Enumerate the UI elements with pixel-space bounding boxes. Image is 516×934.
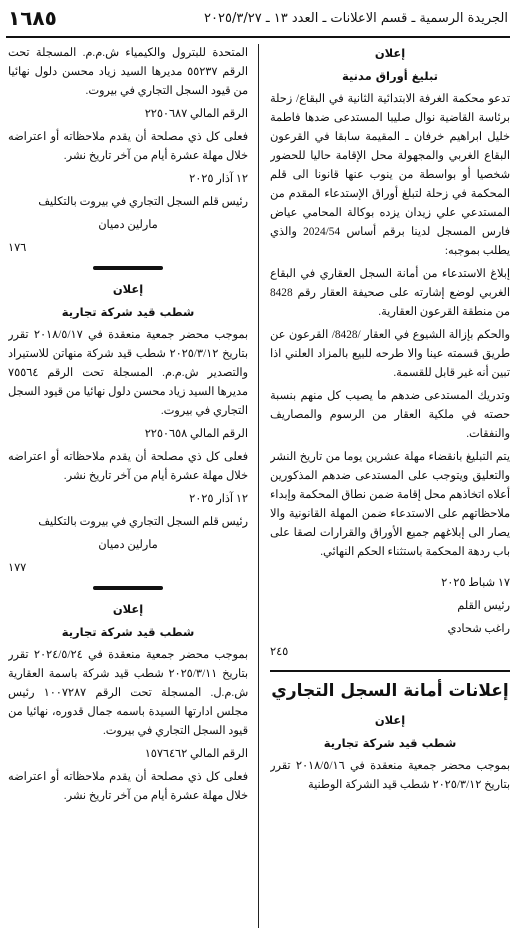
column-divider (258, 44, 259, 928)
section-title: إعلانات أمانة السجل التجاري (270, 670, 510, 701)
notice-subheading: شطب قيد شركة تجارية (323, 736, 457, 750)
right-column (270, 44, 510, 924)
notice-paragraph: فعلى كل ذي مصلحة أن يقدم ملاحظاته أو اعتراضه خلال مهلة عشرة أيام من آخر تاريخ نشر. (8, 451, 248, 482)
notice-paragraph: المتحدة للبترول والكيمياء ش.م.م. المسجلة تحت الرقم ٥٥٢٣٧ مديرها السيد زياد محسن دلول نهائيا من قيود السجل التجاري في بيروت. (8, 47, 248, 97)
notice-heading: إعلان (374, 713, 406, 727)
signature-title: رئيس قلم السجل التجاري في بيروت بالتكليف (38, 516, 248, 528)
signature-name: مارلين دميان (98, 219, 158, 231)
header-title: الجريدة الرسمية ـ قسم الاعلانات ـ العدد ١٣ ـ ٢٠٢٥/٣/٢٧ (204, 11, 508, 26)
notice-subheading: تبليغ أوراق مدنية (342, 69, 438, 83)
notice-subheading: شطب قيد شركة تجارية (61, 305, 195, 319)
notice-paragraph: فعلى كل ذي مصلحة أن يقدم ملاحظاته أو اعتراضه خلال مهلة عشرة أيام من آخر تاريخ نشر. (8, 131, 248, 162)
notice-date: ١٢ آذار ٢٠٢٥ (189, 173, 248, 185)
notice-heading: إعلان (112, 602, 144, 616)
notice-paragraph: فعلى كل ذي مصلحة أن يقدم ملاحظاته أو اعتراضه خلال مهلة عشرة أيام من آخر تاريخ نشر. (8, 771, 248, 802)
notice-paragraph: بموجب محضر جمعية منعقدة في ٢٠٢٤/٥/٢٤ تقرر بتاريخ ٢٠٢٥/٣/١١ شطب قيد شركة باسمة العقارية ش.م.ل. المسجلة تحت الرقم ١٠٠٧٢٨٧ رئيس مجلس ادارتها السيدة باسمه جمال قدوره، نهائيا من قيود السجل التجاري في بيروت. (8, 649, 248, 737)
signature-title: رئيس القلم (457, 600, 510, 612)
page-number: ١٦٨٥ (8, 6, 57, 30)
page-header (6, 6, 510, 38)
tax-number: الرقم المالي ١٥٧٦٤٦٢ (144, 748, 248, 760)
notice-paragraph: وتدريك المستدعى ضدهم ما يصيب كل منهم بنسبة حصته في ملكية العقار من الرسوم والمصاريف والنفقات. (270, 390, 510, 440)
notice-number: ٢٤٥ (270, 646, 289, 658)
notice-date: ١٧ شباط ٢٠٢٥ (441, 577, 510, 589)
separator (93, 266, 163, 270)
notice-paragraph: بموجب محضر جمعية منعقدة في ٢٠١٨/٥/١٦ تقرر بتاريخ ٢٠٢٥/٣/١٢ شطب قيد الشركة الوطنية (270, 760, 510, 791)
left-column (8, 44, 248, 924)
tax-number: الرقم المالي ٢٢٥٠٦٥٨ (144, 428, 248, 440)
notice-paragraph: بموجب محضر جمعية منعقدة في ٢٠١٨/٥/١٧ تقرر بتاريخ ٢٠٢٥/٣/١٢ شطب قيد شركة منهاتن للاستيراد والتصدير ش.م.م. المسجلة تحت الرقم ٧٥٥٦٤ مديرها السيد زياد محسن دلول نهائيا من قيود السجل التجاري في بيروت. (8, 329, 248, 417)
signature-title: رئيس قلم السجل التجاري في بيروت بالتكليف (38, 196, 248, 208)
notice-paragraph: إبلاغ الاستدعاء من أمانة السجل العقاري في البقاع الغربي لوضع إشارته على صحيفة العقار رقم 8428 من منطقة القرعون العقارية. (270, 268, 510, 318)
notice-subheading: شطب قيد شركة تجارية (61, 625, 195, 639)
notice-number: ١٧٦ (8, 242, 27, 254)
notice-number: ١٧٧ (8, 562, 27, 574)
separator (93, 586, 163, 590)
notice-heading: إعلان (112, 282, 144, 296)
notice-paragraph: يتم التبليغ بانقضاء مهلة عشرين يوما من تاريخ النشر والتعليق ويتوجب على المستدعى ضدهم المذكورين أعلاه اتخاذهم محل إقامة ضمن نطاق المحكمة وإبداء ملاحظاتهم على الاستدعاء ضمن المهلة القانونية والا يصار الى إبلاغهم جميع الأوراق والقرارات لصقا على باب ردهة المحكمة باستثناء الحكم النهائي. (270, 451, 510, 558)
signature-name: مارلين دميان (98, 539, 158, 551)
signature-name: راغب شحادي (447, 623, 510, 635)
notice-paragraph: تدعو محكمة الغرفة الابتدائية الثانية في البقاع/ زحلة برئاسة القاضية نوال صليبا المستدعى ضدها فاطمة خليل ابراهيم خرفان ـ المقيمة سابقا في القرعون البقاع الغربي والمجهولة محل الإقامة حاليا للحضور شخصيا أو بواسطة من ينوب عنها قانونا الى قلم المحكمة في زحلة لتبلغ أوراق الإستدعاء المقدم من المستدعي علي زيدان يزده بوكالة المحامي عياض فارس المسجل لدينا برقم أساس 2024/54 والذي يطلب بموجبه: (270, 93, 510, 257)
tax-number: الرقم المالي ٢٢٥٠٦٨٧ (144, 108, 248, 120)
notice-paragraph: والحكم بإزالة الشيوع في العقار /8428/ القرعون عن طريق قسمته عينا والا طرحه للبيع بالمزاد العلني اذا تبين أنه غير قابل للقسمة. (270, 329, 510, 379)
notice-heading: إعلان (374, 46, 406, 60)
notice-date: ١٢ آذار ٢٠٢٥ (189, 493, 248, 505)
